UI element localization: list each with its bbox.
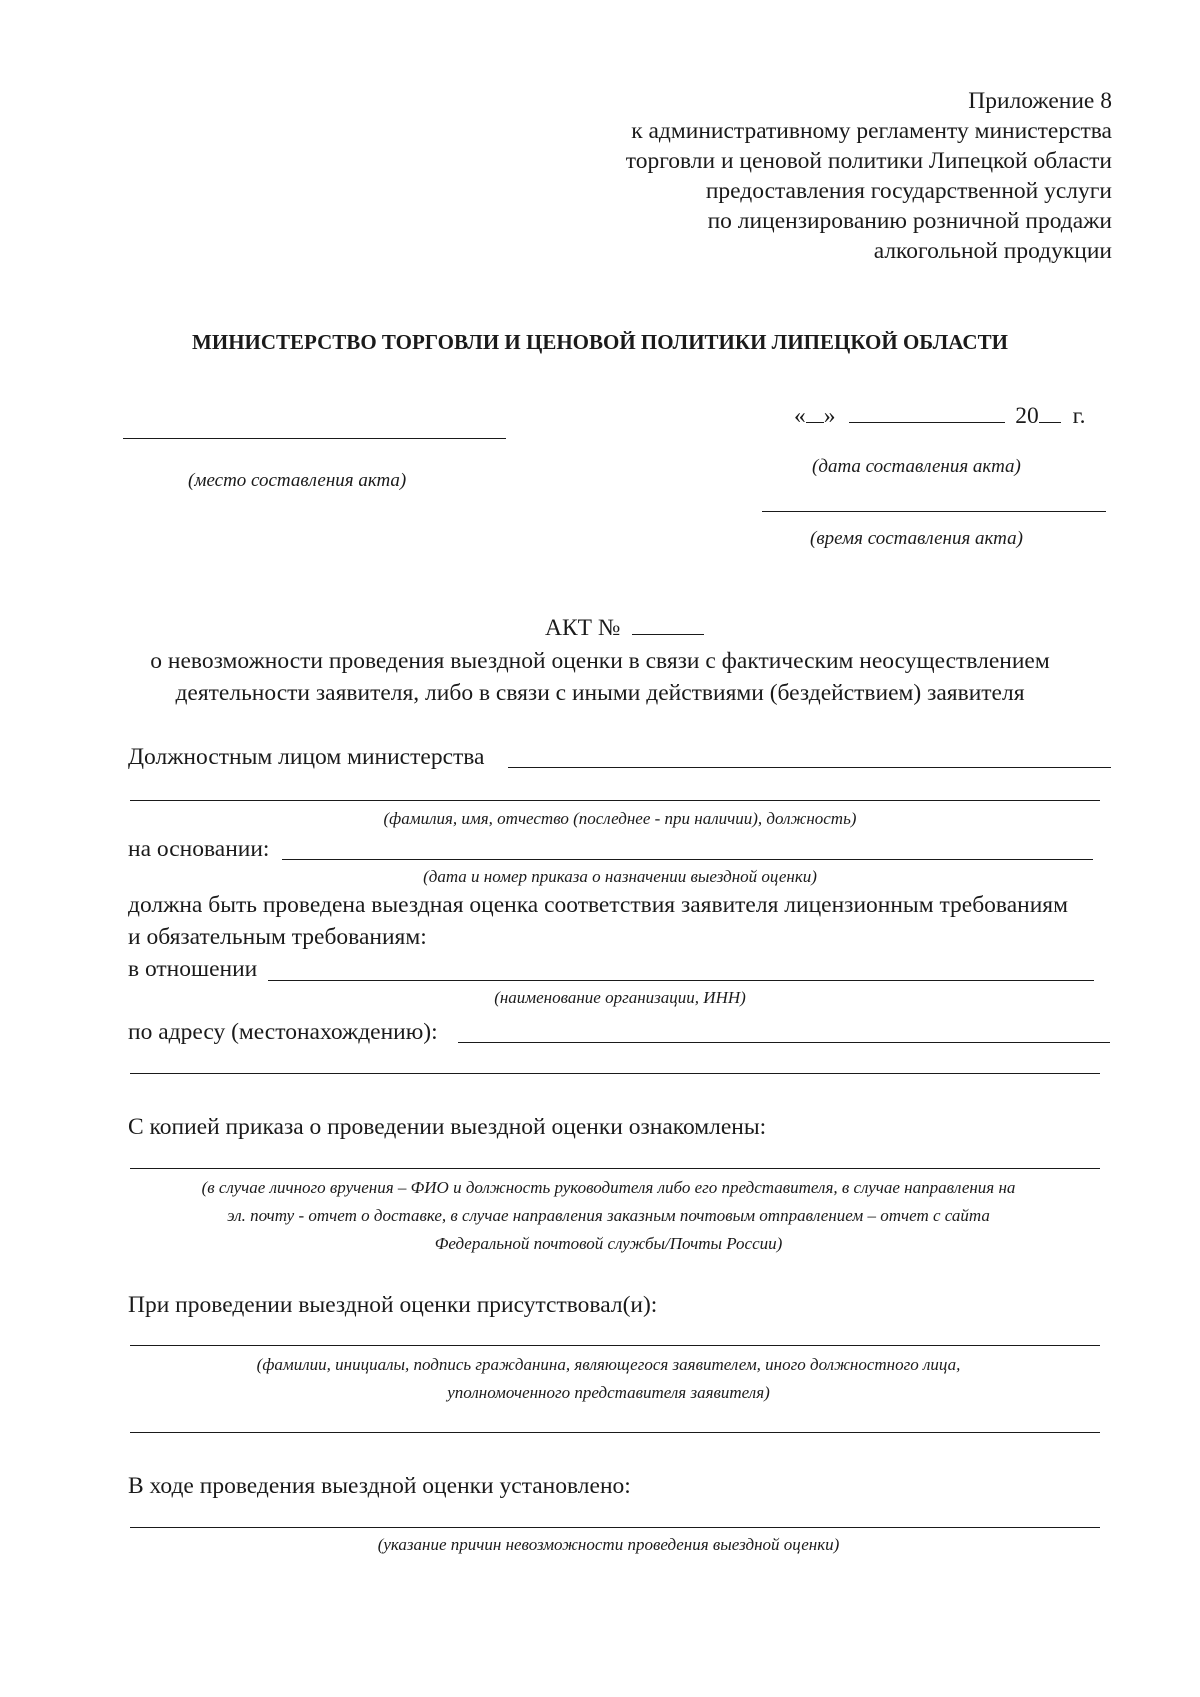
relation-field-line[interactable] <box>268 980 1094 981</box>
official-field-line-2[interactable] <box>130 800 1100 801</box>
time-caption: (время составления акта) <box>810 528 1023 549</box>
address-field-line-2[interactable] <box>130 1073 1100 1074</box>
appendix-line: торговли и ценовой политики Липецкой области <box>625 148 1112 174</box>
act-title: АКТ № <box>545 615 621 641</box>
findings-field-line[interactable] <box>130 1527 1100 1528</box>
quote-open: « <box>794 403 806 429</box>
appendix-line: по лицензированию розничной продажи <box>707 208 1112 234</box>
basis-field-line[interactable] <box>282 859 1093 860</box>
basis-label: на основании: <box>128 836 270 862</box>
month-field[interactable] <box>849 421 1005 423</box>
official-caption: (фамилия, имя, отчество (последнее - при наличии), должность) <box>383 809 857 828</box>
relation-caption: (наименование организации, ИНН) <box>494 988 746 1007</box>
findings-caption: (указание причин невозможности проведения выездной оценки) <box>377 1535 840 1554</box>
place-caption: (место составления акта) <box>188 470 407 491</box>
present-field-line-2[interactable] <box>130 1432 1100 1433</box>
appendix-header <box>626 86 1112 266</box>
address-field-line-1[interactable] <box>458 1042 1110 1043</box>
ministry-title: МИНИСТЕРСТВО ТОРГОВЛИ И ЦЕНОВОЙ ПОЛИТИКИ ЛИПЕЦКОЙ ОБЛАСТИ <box>192 330 1008 354</box>
date-row <box>794 401 1086 431</box>
act-subtitle-1: о невозможности проведения выездной оценки в связи с фактическим неосуществлением <box>150 648 1050 674</box>
year-prefix: 20 <box>1015 403 1039 429</box>
year-suffix: г. <box>1072 403 1086 429</box>
appendix-line: Приложение 8 <box>968 88 1112 114</box>
findings-label: В ходе проведения выездной оценки установлено: <box>128 1473 631 1499</box>
date-caption: (дата составления акта) <box>812 456 1021 477</box>
present-caption-2: уполномоченного представителя заявителя) <box>447 1383 770 1402</box>
day-field[interactable] <box>806 421 824 423</box>
copy-label: С копией приказа о проведении выездной оценки ознакомлены: <box>128 1114 767 1140</box>
copy-caption-3: Федеральной почтовой службы/Почты России) <box>434 1234 783 1253</box>
act-number-field[interactable] <box>632 633 704 635</box>
assessment-line-1: должна быть проведена выездная оценка соответствия заявителя лицензионным требованиям <box>128 892 1068 918</box>
appendix-line: предоставления государственной услуги <box>705 178 1112 204</box>
assessment-line-2: и обязательным требованиям: <box>128 924 427 950</box>
copy-field-line[interactable] <box>130 1168 1100 1169</box>
copy-caption-2: эл. почту - отчет о доставке, в случае направления заказным почтовым отправлением – отчет с сайта <box>227 1206 990 1225</box>
appendix-line: к административному регламенту министерства <box>631 118 1112 144</box>
present-field-line-1[interactable] <box>130 1345 1100 1346</box>
official-field-line-1[interactable] <box>508 767 1111 768</box>
time-line[interactable] <box>762 511 1106 512</box>
place-line[interactable] <box>123 438 506 439</box>
relation-label: в отношении <box>128 956 258 982</box>
address-label: по адресу (местонахождению): <box>128 1019 438 1045</box>
appendix-line: алкогольной продукции <box>873 238 1112 264</box>
year-field[interactable] <box>1039 421 1061 423</box>
basis-caption: (дата и номер приказа о назначении выездной оценки) <box>423 867 817 886</box>
official-label: Должностным лицом министерства <box>128 744 485 770</box>
quote-close: » <box>823 403 836 429</box>
copy-caption-1: (в случае личного вручения – ФИО и должность руководителя либо его представителя, в случае направления на <box>201 1178 1016 1197</box>
act-subtitle-2: деятельности заявителя, либо в связи с иными действиями (бездействием) заявителя <box>175 680 1025 706</box>
present-label: При проведении выездной оценки присутствовал(и): <box>128 1292 658 1318</box>
act-title-row <box>545 613 704 643</box>
present-caption-1: (фамилии, инициалы, подпись гражданина, являющегося заявителем, иного должностного лица, <box>256 1355 961 1374</box>
